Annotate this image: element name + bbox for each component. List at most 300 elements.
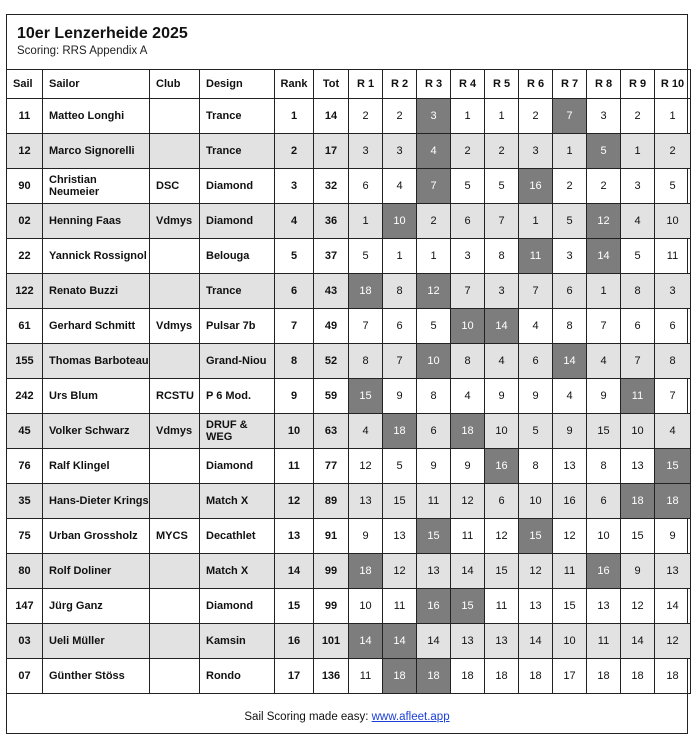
race-score: 6 — [417, 414, 451, 449]
race-score: 1 — [553, 134, 587, 169]
race-score: 16 — [553, 484, 587, 519]
race-score: 11 — [485, 589, 519, 624]
race-score: 18 — [587, 659, 621, 694]
sailor-cell: Henning Faas — [43, 204, 150, 239]
race-score: 8 — [553, 309, 587, 344]
race-score: 12 — [451, 484, 485, 519]
column-header-design: Design — [200, 70, 275, 99]
race-score: 13 — [349, 484, 383, 519]
sailor-cell: Matteo Longhi — [43, 99, 150, 134]
race-score: 8 — [621, 274, 655, 309]
race-score-discarded: 11 — [519, 239, 553, 274]
column-header-r-10: R 10 — [655, 70, 691, 99]
column-header-r-7: R 7 — [553, 70, 587, 99]
race-score: 2 — [383, 99, 417, 134]
race-score: 4 — [451, 379, 485, 414]
rank-cell: 9 — [275, 379, 314, 414]
race-score: 12 — [519, 554, 553, 589]
results-body — [7, 99, 691, 694]
race-score: 11 — [587, 624, 621, 659]
race-score: 3 — [349, 134, 383, 169]
results-table — [6, 69, 691, 694]
design-cell: Diamond — [200, 449, 275, 484]
race-score: 7 — [485, 204, 519, 239]
race-score: 3 — [587, 99, 621, 134]
total-cell: 63 — [314, 414, 349, 449]
rank-cell: 1 — [275, 99, 314, 134]
race-score: 1 — [417, 239, 451, 274]
race-score-discarded: 10 — [383, 204, 417, 239]
table-row — [7, 309, 691, 344]
sailor-cell: Volker Schwarz — [43, 414, 150, 449]
sailor-cell: Günther Stöss — [43, 659, 150, 694]
race-score: 9 — [485, 379, 519, 414]
race-score: 6 — [451, 204, 485, 239]
race-score: 6 — [485, 484, 519, 519]
race-score: 9 — [553, 414, 587, 449]
column-header-sailor: Sailor — [43, 70, 150, 99]
race-score: 10 — [349, 589, 383, 624]
sailor-cell: Urs Blum — [43, 379, 150, 414]
race-score: 7 — [655, 379, 691, 414]
race-score-discarded: 15 — [655, 449, 691, 484]
race-score: 3 — [553, 239, 587, 274]
sail-cell: 11 — [7, 99, 43, 134]
race-score: 5 — [451, 169, 485, 204]
race-score: 4 — [519, 309, 553, 344]
rank-cell: 16 — [275, 624, 314, 659]
race-score: 5 — [621, 239, 655, 274]
table-row — [7, 449, 691, 484]
rank-cell: 3 — [275, 169, 314, 204]
column-header-r-9: R 9 — [621, 70, 655, 99]
total-cell: 43 — [314, 274, 349, 309]
race-score: 12 — [485, 519, 519, 554]
race-score: 5 — [655, 169, 691, 204]
column-header-rank: Rank — [275, 70, 314, 99]
design-cell: Trance — [200, 134, 275, 169]
race-score: 15 — [587, 414, 621, 449]
race-score: 8 — [451, 344, 485, 379]
race-score: 4 — [485, 344, 519, 379]
race-score: 7 — [349, 309, 383, 344]
rank-cell: 10 — [275, 414, 314, 449]
sailor-cell: Hans-Dieter Krings — [43, 484, 150, 519]
race-score: 4 — [655, 414, 691, 449]
race-score: 14 — [655, 589, 691, 624]
footer-text: Sail Scoring made easy: — [244, 711, 372, 723]
race-score-discarded: 12 — [587, 204, 621, 239]
race-score: 6 — [519, 344, 553, 379]
race-score: 8 — [383, 274, 417, 309]
race-score: 17 — [553, 659, 587, 694]
race-score: 7 — [383, 344, 417, 379]
sail-cell: 03 — [7, 624, 43, 659]
total-cell: 91 — [314, 519, 349, 554]
club-cell — [150, 624, 200, 659]
table-row — [7, 624, 691, 659]
rank-cell: 7 — [275, 309, 314, 344]
race-score: 6 — [587, 484, 621, 519]
sail-cell: 61 — [7, 309, 43, 344]
club-cell: Vdmys — [150, 309, 200, 344]
race-score: 11 — [383, 589, 417, 624]
race-score: 13 — [519, 589, 553, 624]
sail-cell: 12 — [7, 134, 43, 169]
club-cell: DSC — [150, 169, 200, 204]
race-score: 8 — [417, 379, 451, 414]
column-header-r-2: R 2 — [383, 70, 417, 99]
race-score-discarded: 7 — [553, 99, 587, 134]
column-header-r-1: R 1 — [349, 70, 383, 99]
rank-cell: 4 — [275, 204, 314, 239]
sailor-cell: Thomas Barboteau — [43, 344, 150, 379]
header-row — [7, 70, 691, 99]
page-title: 10er Lenzerheide 2025 — [17, 25, 188, 42]
race-score: 6 — [383, 309, 417, 344]
table-row — [7, 589, 691, 624]
footer — [7, 711, 687, 723]
race-score: 12 — [383, 554, 417, 589]
rank-cell: 6 — [275, 274, 314, 309]
race-score: 6 — [349, 169, 383, 204]
race-score: 12 — [553, 519, 587, 554]
race-score: 13 — [383, 519, 417, 554]
table-row — [7, 169, 691, 204]
race-score: 3 — [655, 274, 691, 309]
table-row — [7, 99, 691, 134]
race-score: 11 — [417, 484, 451, 519]
design-cell: Trance — [200, 274, 275, 309]
race-score: 1 — [383, 239, 417, 274]
table-row — [7, 274, 691, 309]
sailor-cell: Rolf Doliner — [43, 554, 150, 589]
table-row — [7, 659, 691, 694]
race-score-discarded: 4 — [417, 134, 451, 169]
race-score: 8 — [655, 344, 691, 379]
column-header-r-4: R 4 — [451, 70, 485, 99]
design-cell: Trance — [200, 99, 275, 134]
column-header-tot: Tot — [314, 70, 349, 99]
sailor-cell: Jürg Ganz — [43, 589, 150, 624]
race-score-discarded: 15 — [417, 519, 451, 554]
race-score: 1 — [519, 204, 553, 239]
race-score: 2 — [519, 99, 553, 134]
race-score: 9 — [621, 554, 655, 589]
club-cell — [150, 274, 200, 309]
total-cell: 89 — [314, 484, 349, 519]
rank-cell: 13 — [275, 519, 314, 554]
design-cell: Match X — [200, 484, 275, 519]
race-score: 14 — [451, 554, 485, 589]
sail-cell: 90 — [7, 169, 43, 204]
race-score: 8 — [485, 239, 519, 274]
race-score-discarded: 18 — [451, 414, 485, 449]
rank-cell: 5 — [275, 239, 314, 274]
race-score-discarded: 18 — [417, 659, 451, 694]
race-score: 1 — [451, 99, 485, 134]
race-score-discarded: 15 — [451, 589, 485, 624]
race-score-discarded: 18 — [621, 484, 655, 519]
total-cell: 36 — [314, 204, 349, 239]
sail-cell: 76 — [7, 449, 43, 484]
club-cell — [150, 484, 200, 519]
race-score: 15 — [553, 589, 587, 624]
race-score: 14 — [621, 624, 655, 659]
race-score-discarded: 5 — [587, 134, 621, 169]
design-cell: Diamond — [200, 204, 275, 239]
sailor-cell: Urban Grossholz — [43, 519, 150, 554]
club-cell: RCSTU — [150, 379, 200, 414]
race-score: 9 — [417, 449, 451, 484]
race-score: 6 — [621, 309, 655, 344]
design-cell: Kamsin — [200, 624, 275, 659]
table-row — [7, 379, 691, 414]
scoring-subtitle: Scoring: RRS Appendix A — [17, 45, 148, 57]
race-score: 2 — [417, 204, 451, 239]
race-score: 2 — [655, 134, 691, 169]
club-cell: MYCS — [150, 519, 200, 554]
race-score: 5 — [349, 239, 383, 274]
race-score-discarded: 10 — [451, 309, 485, 344]
race-score-discarded: 14 — [553, 344, 587, 379]
race-score: 10 — [553, 624, 587, 659]
race-score-discarded: 16 — [519, 169, 553, 204]
race-score-discarded: 12 — [417, 274, 451, 309]
sail-cell: 155 — [7, 344, 43, 379]
race-score: 5 — [553, 204, 587, 239]
column-header-r-5: R 5 — [485, 70, 519, 99]
total-cell: 101 — [314, 624, 349, 659]
total-cell: 32 — [314, 169, 349, 204]
race-score-discarded: 14 — [485, 309, 519, 344]
table-row — [7, 134, 691, 169]
race-score: 4 — [587, 344, 621, 379]
sail-cell: 80 — [7, 554, 43, 589]
club-cell: Vdmys — [150, 204, 200, 239]
rank-cell: 12 — [275, 484, 314, 519]
race-score: 3 — [451, 239, 485, 274]
total-cell: 59 — [314, 379, 349, 414]
club-cell — [150, 449, 200, 484]
race-score: 10 — [621, 414, 655, 449]
table-row — [7, 344, 691, 379]
race-score: 8 — [587, 449, 621, 484]
race-score: 12 — [621, 589, 655, 624]
race-score: 12 — [349, 449, 383, 484]
total-cell: 37 — [314, 239, 349, 274]
race-score: 11 — [553, 554, 587, 589]
club-cell — [150, 659, 200, 694]
design-cell: Diamond — [200, 589, 275, 624]
race-score-discarded: 18 — [655, 484, 691, 519]
race-score: 9 — [349, 519, 383, 554]
results-sheet — [6, 14, 688, 734]
race-score: 2 — [451, 134, 485, 169]
sailor-cell: Marco Signorelli — [43, 134, 150, 169]
race-score: 7 — [621, 344, 655, 379]
sail-cell: 02 — [7, 204, 43, 239]
race-score: 2 — [553, 169, 587, 204]
race-score: 9 — [587, 379, 621, 414]
race-score: 10 — [587, 519, 621, 554]
race-score-discarded: 10 — [417, 344, 451, 379]
race-score: 6 — [655, 309, 691, 344]
race-score-discarded: 14 — [349, 624, 383, 659]
column-header-club: Club — [150, 70, 200, 99]
table-row — [7, 414, 691, 449]
race-score: 9 — [519, 379, 553, 414]
race-score-discarded: 18 — [383, 414, 417, 449]
column-header-r-8: R 8 — [587, 70, 621, 99]
total-cell: 136 — [314, 659, 349, 694]
table-row — [7, 484, 691, 519]
sail-cell: 242 — [7, 379, 43, 414]
race-score: 6 — [553, 274, 587, 309]
race-score: 1 — [655, 99, 691, 134]
race-score: 2 — [485, 134, 519, 169]
race-score: 4 — [349, 414, 383, 449]
race-score: 10 — [485, 414, 519, 449]
sail-cell: 122 — [7, 274, 43, 309]
sail-cell: 07 — [7, 659, 43, 694]
club-cell — [150, 134, 200, 169]
club-cell — [150, 99, 200, 134]
race-score: 13 — [451, 624, 485, 659]
race-score: 9 — [451, 449, 485, 484]
race-score: 18 — [451, 659, 485, 694]
race-score-discarded: 15 — [349, 379, 383, 414]
total-cell: 17 — [314, 134, 349, 169]
race-score: 13 — [417, 554, 451, 589]
race-score: 1 — [621, 134, 655, 169]
race-score: 4 — [621, 204, 655, 239]
rank-cell: 8 — [275, 344, 314, 379]
race-score: 5 — [417, 309, 451, 344]
race-score-discarded: 7 — [417, 169, 451, 204]
design-cell: Pulsar 7b — [200, 309, 275, 344]
rank-cell: 2 — [275, 134, 314, 169]
table-row — [7, 204, 691, 239]
race-score-discarded: 15 — [519, 519, 553, 554]
race-score: 3 — [383, 134, 417, 169]
race-score: 4 — [553, 379, 587, 414]
total-cell: 14 — [314, 99, 349, 134]
design-cell: P 6 Mod. — [200, 379, 275, 414]
column-header-r-6: R 6 — [519, 70, 553, 99]
race-score: 10 — [519, 484, 553, 519]
sail-cell: 75 — [7, 519, 43, 554]
race-score: 11 — [349, 659, 383, 694]
race-score: 18 — [621, 659, 655, 694]
race-score: 18 — [519, 659, 553, 694]
race-score: 14 — [519, 624, 553, 659]
race-score: 7 — [451, 274, 485, 309]
total-cell: 99 — [314, 589, 349, 624]
race-score: 8 — [519, 449, 553, 484]
race-score: 18 — [655, 659, 691, 694]
column-header-r-3: R 3 — [417, 70, 451, 99]
race-score-discarded: 14 — [383, 624, 417, 659]
race-score: 10 — [655, 204, 691, 239]
club-cell — [150, 554, 200, 589]
race-score: 13 — [621, 449, 655, 484]
sailor-cell: Christian Neumeier — [43, 169, 150, 204]
club-cell — [150, 239, 200, 274]
race-score: 2 — [587, 169, 621, 204]
race-score: 3 — [621, 169, 655, 204]
race-score-discarded: 16 — [417, 589, 451, 624]
column-header-sail: Sail — [7, 70, 43, 99]
race-score-discarded: 16 — [485, 449, 519, 484]
race-score: 2 — [349, 99, 383, 134]
race-score: 7 — [519, 274, 553, 309]
design-cell: Rondo — [200, 659, 275, 694]
race-score-discarded: 18 — [383, 659, 417, 694]
race-score: 1 — [485, 99, 519, 134]
race-score: 8 — [349, 344, 383, 379]
race-score: 2 — [621, 99, 655, 134]
race-score: 4 — [383, 169, 417, 204]
race-score-discarded: 14 — [587, 239, 621, 274]
design-cell: Diamond — [200, 169, 275, 204]
race-score: 5 — [485, 169, 519, 204]
design-cell: Match X — [200, 554, 275, 589]
sailor-cell: Yannick Rossignol — [43, 239, 150, 274]
race-score: 13 — [553, 449, 587, 484]
total-cell: 52 — [314, 344, 349, 379]
sail-cell: 35 — [7, 484, 43, 519]
rank-cell: 14 — [275, 554, 314, 589]
table-row — [7, 239, 691, 274]
design-cell: Grand-Niou — [200, 344, 275, 379]
afleet-link[interactable]: www.afleet.app — [371, 711, 450, 723]
sailor-cell: Renato Buzzi — [43, 274, 150, 309]
race-score: 15 — [621, 519, 655, 554]
design-cell: Decathlet — [200, 519, 275, 554]
race-score: 12 — [655, 624, 691, 659]
race-score-discarded: 11 — [621, 379, 655, 414]
race-score: 1 — [349, 204, 383, 239]
race-score: 11 — [655, 239, 691, 274]
sailor-cell: Ueli Müller — [43, 624, 150, 659]
race-score: 9 — [383, 379, 417, 414]
race-score-discarded: 18 — [349, 554, 383, 589]
race-score-discarded: 18 — [349, 274, 383, 309]
rank-cell: 15 — [275, 589, 314, 624]
total-cell: 77 — [314, 449, 349, 484]
design-cell: Belouga — [200, 239, 275, 274]
rank-cell: 11 — [275, 449, 314, 484]
race-score-discarded: 16 — [587, 554, 621, 589]
club-cell: Vdmys — [150, 414, 200, 449]
rank-cell: 17 — [275, 659, 314, 694]
sail-cell: 22 — [7, 239, 43, 274]
race-score: 13 — [587, 589, 621, 624]
race-score: 3 — [485, 274, 519, 309]
race-score: 5 — [383, 449, 417, 484]
race-score: 11 — [451, 519, 485, 554]
total-cell: 49 — [314, 309, 349, 344]
race-score: 1 — [587, 274, 621, 309]
race-score: 9 — [655, 519, 691, 554]
total-cell: 99 — [314, 554, 349, 589]
race-score: 14 — [417, 624, 451, 659]
sailor-cell: Ralf Klingel — [43, 449, 150, 484]
sail-cell: 147 — [7, 589, 43, 624]
race-score: 18 — [485, 659, 519, 694]
sail-cell: 45 — [7, 414, 43, 449]
